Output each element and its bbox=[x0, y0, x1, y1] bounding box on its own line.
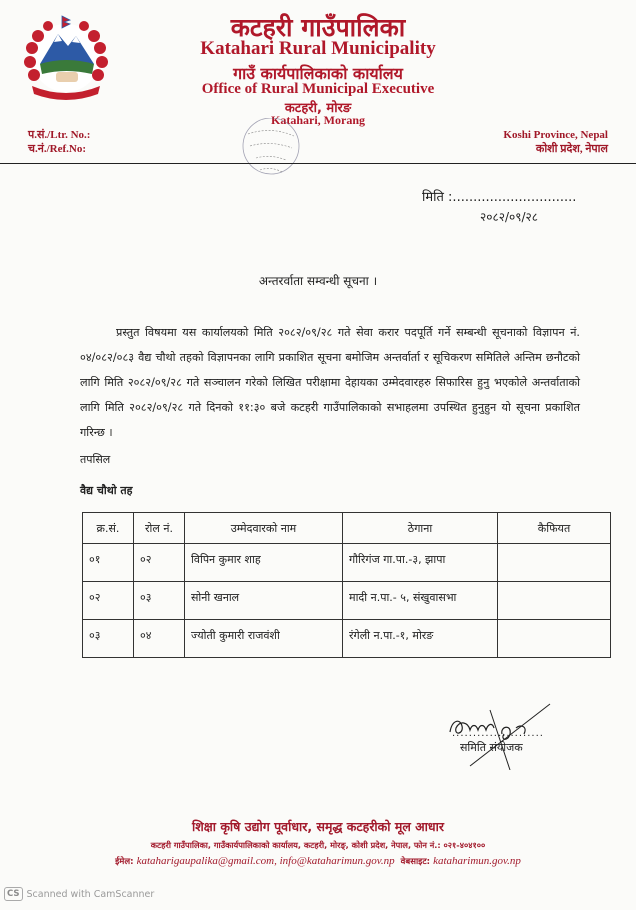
table-header-row bbox=[83, 513, 611, 544]
province-np: कोशी प्रदेश, नेपाल bbox=[535, 143, 608, 155]
footer-address: कटहरी गाउँपालिका, गाउँकार्यपालिकाको कार्यालय, कटहरी, मोरङ्, कोशी प्रदेश, नेपाल, फोन नं.: ०२१-४०४१०० bbox=[150, 840, 486, 850]
cell-name: सोनी खनाल bbox=[185, 582, 343, 620]
footer-contact bbox=[0, 855, 636, 867]
table-row bbox=[83, 620, 611, 658]
col-remarks: कैफियत bbox=[498, 513, 611, 544]
notice-body: प्रस्तुत विषयमा यस कार्यालयको मिति २०८२/०९/२८ गते सेवा करार पदपूर्ति गर्ने सम्बन्धी सूचनाको विज्ञापन नं. ०४/०८२/०८३ वैद्य चौथो तहको विज्ञापनका लागि प्रकाशित सूचना बमोजिम अन्तर्वार्ता र सूचिकरण समितिले अन्तिम छनौटको लागि मिति २०८२/०९/२८ गते सञ्चालन गरेको लिखित परीक्षामा देहायका उम्मेदवारहरु सिफारिस हुनु भएकोले अन्तर्वाताको लागि मिति २०८२/०९/२८ गते दिनको ११:३० बजे कटहरी गाउँपालिकाको सभाहलमा उपस्थित हुनुहुन यो सूचना प्रकाशित गरिन्छ । bbox=[80, 326, 580, 439]
table-row bbox=[83, 582, 611, 620]
reference-number-label: च.नं./Ref.No: bbox=[28, 143, 86, 155]
cell-address: गौरिगंज गा.पा.-३, झापा bbox=[343, 544, 498, 582]
candidate-table bbox=[82, 512, 611, 658]
details-heading: तपसिल bbox=[80, 453, 111, 466]
footer-motto: शिक्षा कृषि उद्योग पूर्वाधार, समृद्ध कटहरीको मूल आधार bbox=[192, 819, 444, 834]
province-block bbox=[503, 128, 608, 156]
cell-serial: ०१ bbox=[83, 544, 134, 582]
cell-roll: ०४ bbox=[134, 620, 185, 658]
col-name: उम्मेदवारको नाम bbox=[185, 513, 343, 544]
office-name-en: Office of Rural Municipal Executive bbox=[201, 81, 435, 97]
signatory-title: समिति संयोजक bbox=[460, 741, 523, 754]
cell-address: रंगेली न.पा.-१, मोरङ bbox=[343, 620, 498, 658]
notice-subject: अन्तरर्वाता सम्वन्धी सूचना । bbox=[258, 274, 378, 288]
municipality-name-en: Katahari Rural Municipality bbox=[200, 38, 436, 59]
cell-roll: ०३ bbox=[134, 582, 185, 620]
cell-serial: ०३ bbox=[83, 620, 134, 658]
col-roll: रोल नं. bbox=[134, 513, 185, 544]
cell-serial: ०२ bbox=[83, 582, 134, 620]
municipality-name-np: कटहरी गाउँपालिका bbox=[230, 13, 406, 42]
col-address: ठेगाना bbox=[343, 513, 498, 544]
email-label: ईमेल: bbox=[115, 857, 134, 867]
camscanner-watermark bbox=[4, 887, 154, 901]
letter-number-label: प.सं./Ltr. No.: bbox=[28, 129, 91, 141]
cell-remarks bbox=[498, 544, 611, 582]
location-en: Katahari, Morang bbox=[271, 113, 365, 127]
nepal-emblem-logo bbox=[18, 12, 114, 104]
letter-reference-block bbox=[28, 128, 90, 156]
post-level: वैद्य चौथो तह bbox=[80, 484, 133, 497]
website-label: वेबसाइट: bbox=[400, 857, 431, 867]
cell-remarks bbox=[498, 582, 611, 620]
camscanner-logo-icon: CS bbox=[4, 887, 23, 901]
cell-address: मादी न.पा.- ५, संखुवासभा bbox=[343, 582, 498, 620]
office-stamp bbox=[236, 118, 306, 180]
province-en: Koshi Province, Nepal bbox=[503, 129, 608, 141]
cell-name: विपिन कुमार शाह bbox=[185, 544, 343, 582]
website-value: kataharimun.gov.np bbox=[433, 855, 521, 867]
date-value: २०८२/०९/२८ bbox=[480, 210, 539, 224]
table-row bbox=[83, 544, 611, 582]
email-values: kataharigaupalika@gmail.com, info@kataharimun.gov.np bbox=[136, 855, 395, 867]
cell-remarks bbox=[498, 620, 611, 658]
signature-dotted-line: ...................... bbox=[452, 728, 544, 739]
date-label: मिति :.............................. bbox=[422, 190, 577, 205]
office-name-np: गाउँ कार्यपालिकाको कार्यालय bbox=[233, 64, 403, 83]
header-divider bbox=[0, 163, 636, 164]
cell-name: ज्योती कुमारी राजवंशी bbox=[185, 620, 343, 658]
col-serial: क्र.सं. bbox=[83, 513, 134, 544]
cell-roll: ०२ bbox=[134, 544, 185, 582]
camscanner-text: Scanned with CamScanner bbox=[26, 888, 155, 900]
location-np: कटहरी, मोरङ bbox=[284, 101, 352, 116]
